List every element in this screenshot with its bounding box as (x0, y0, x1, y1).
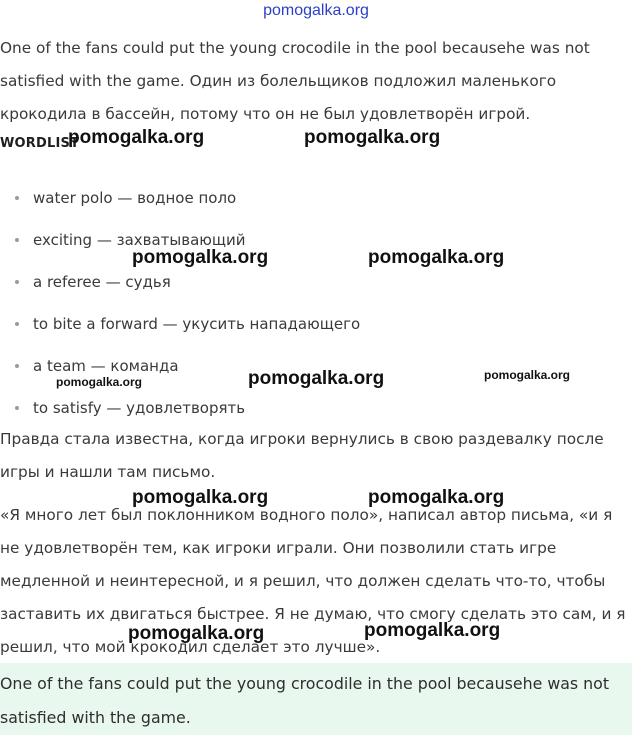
bullet-icon (15, 238, 19, 242)
watermark: pomogalka.org (368, 487, 505, 508)
site-watermark-top: pomogalka.org (263, 2, 369, 19)
list-item: to bite a forward — укусить нападающего (0, 303, 360, 345)
watermark: pomogalka.org (68, 127, 205, 148)
watermark: pomogalka.org (368, 247, 505, 268)
list-item: to satisfy — удовлетворять (0, 387, 360, 429)
watermark: pomogalka.org (304, 127, 441, 148)
bullet-icon (15, 280, 19, 284)
wordlist-heading: WORDLIST (0, 136, 80, 151)
watermark: pomogalka.org (132, 487, 269, 508)
bullet-icon (15, 406, 19, 410)
bullet-icon (15, 364, 19, 368)
answer-text: One of the fans could put the young crocodile in the pool becausehe was not satisfied with the game. (0, 674, 610, 727)
list-item: a team — команда (0, 345, 360, 387)
intro-paragraph: One of the fans could put the young crocodile in the pool becausehe was not satisfied with the game. Один из болельщиков подложил маленького крокодила в бассейн, потому что он не был удовлетворён игрой. (0, 39, 590, 123)
wordlist (0, 177, 360, 429)
story-paragraph-1: Правда стала известна, когда игроки вернулись в свою раздевалку после игры и нашли там письмо. (0, 430, 604, 481)
answer-highlight-box (0, 663, 632, 735)
watermark: pomogalka.org (484, 368, 571, 382)
watermark: pomogalka.org (132, 247, 269, 268)
story-paragraph-2: «Я много лет был поклонником водного поло», написал автор письма, «и я не удовлетворён тем, как игроки играли. Они позволили стать игре медленной и неинтересной, и я решил, что должен сделать что-то, чтобы заставить их двигаться быстрее. Я не думаю, что смогу сделать это сам, и я решил, что мой крокодил сделает это лучше». (0, 506, 626, 656)
watermark: pomogalka.org (364, 620, 501, 641)
list-item: a referee — судья (0, 261, 360, 303)
list-item: exciting — захватывающий (0, 219, 360, 261)
watermark: pomogalka.org (128, 623, 265, 644)
bullet-icon (15, 322, 19, 326)
watermark: pomogalka.org (56, 375, 143, 389)
list-item: water polo — водное поло (0, 177, 360, 219)
watermark: pomogalka.org (248, 368, 385, 389)
bullet-icon (15, 196, 19, 200)
